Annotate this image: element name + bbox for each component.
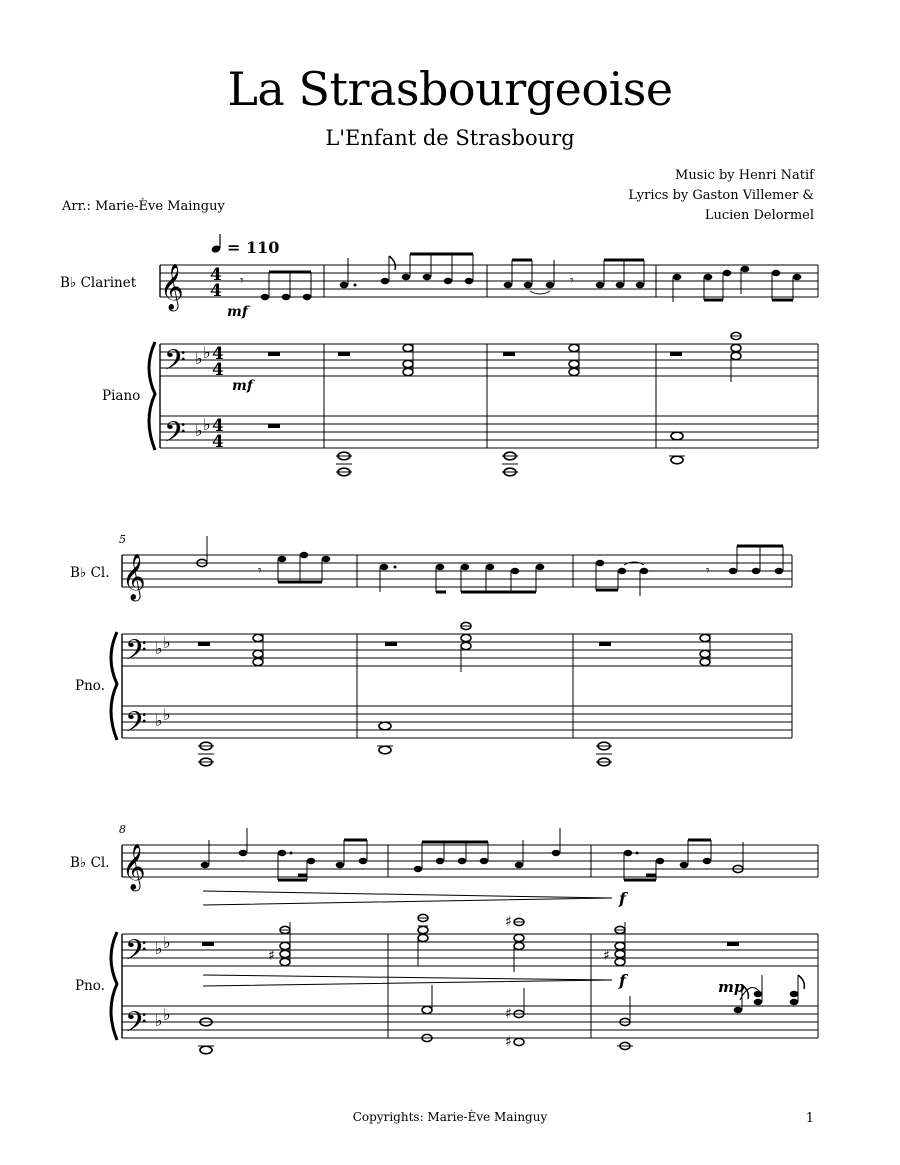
bass-clef-icon: 𝄢 (164, 344, 186, 384)
clarinet-m8-10-notes (201, 828, 743, 880)
time-sig-top: 4 (212, 344, 224, 364)
piano-upper-staff-2 (122, 634, 792, 666)
flat-icon: ♭ (163, 933, 171, 952)
piano-label: Piano (102, 388, 141, 404)
piano-short-label: Pno. (75, 678, 105, 694)
svg-text:♯: ♯ (505, 1006, 512, 1022)
crescendo-hairpin (203, 891, 612, 905)
measure-number-5: 5 (119, 533, 126, 546)
copyright-footer: Copyrights: Marie-Ève Mainguy (352, 1110, 548, 1124)
clarinet-short-label: B♭ Cl. (70, 565, 110, 581)
flat-icon: ♭ (163, 1005, 171, 1024)
svg-text:♯: ♯ (505, 914, 512, 930)
tempo-text: = 110 (227, 238, 280, 257)
dynamic-f-clarinet: f (619, 889, 626, 908)
clarinet-label: B♭ Clarinet (60, 275, 137, 291)
piano-lower-staff-1 (160, 416, 818, 448)
tempo-marking (211, 234, 280, 257)
flat-icon: ♭ (155, 939, 163, 958)
svg-text:𝄾: 𝄾 (570, 273, 574, 289)
piano-upper-notes-3 (202, 914, 739, 972)
system-2 (70, 533, 792, 766)
piano-brace (111, 932, 117, 1040)
piano-brace (149, 342, 155, 450)
time-sig-top: 4 (212, 416, 224, 436)
time-sig-top: 4 (210, 265, 222, 285)
time-sig-bottom: 4 (210, 281, 222, 301)
svg-text:𝄾: 𝄾 (706, 563, 710, 579)
flat-icon: ♭ (203, 343, 211, 362)
piece-title: La Strasbourgeoise (227, 62, 673, 116)
clarinet-staff-2 (122, 555, 792, 587)
piano-lower-staff-2 (122, 706, 792, 738)
clarinet-m2-notes (340, 254, 474, 288)
flat-icon: ♭ (203, 415, 211, 434)
bass-clef-icon: 𝄢 (164, 416, 186, 456)
piano-brace (111, 632, 117, 740)
flat-icon: ♭ (163, 705, 171, 724)
bass-clef-icon: 𝄢 (125, 1006, 147, 1046)
lyricist-credit-line2: Lucien Delormel (704, 208, 814, 223)
dynamic-mp-piano: mp (718, 978, 745, 996)
svg-text:𝄾: 𝄾 (258, 563, 262, 579)
piano-upper-staff-1 (160, 344, 818, 376)
crescendo-hairpin-piano (203, 975, 612, 986)
treble-clef-icon: 𝄞 (122, 844, 146, 890)
bass-clef-icon: 𝄢 (125, 634, 147, 674)
system-3 (70, 823, 818, 1054)
composer-credit: Music by Henri Natif (675, 168, 814, 183)
piano-short-label: Pno. (75, 978, 105, 994)
clarinet-staff-1 (160, 265, 818, 297)
flat-icon: ♭ (195, 421, 203, 440)
treble-clef-icon: 𝄞 (160, 264, 184, 310)
bass-clef-icon: 𝄢 (125, 934, 147, 974)
bass-clef-icon: 𝄢 (125, 706, 147, 746)
time-sig-bottom: 4 (212, 432, 224, 452)
measure-number-8: 8 (119, 823, 126, 836)
piano-lower-notes-2 (198, 722, 612, 766)
dynamic-f-piano: f (619, 971, 626, 990)
flat-icon: ♭ (195, 349, 203, 368)
svg-text:♯: ♯ (505, 1034, 512, 1050)
lyricist-credit-line1: Lyrics by Gaston Villemer & (628, 188, 814, 203)
svg-text:♯: ♯ (268, 948, 275, 964)
piece-subtitle: L'Enfant de Strasbourg (325, 126, 575, 150)
flat-icon: ♭ (155, 711, 163, 730)
piano-upper-notes-2 (198, 622, 710, 672)
flat-icon: ♭ (155, 1011, 163, 1030)
clarinet-m1-notes (240, 272, 311, 300)
clarinet-staff-3 (122, 845, 818, 877)
flat-icon: ♭ (163, 633, 171, 652)
svg-text:𝄾: 𝄾 (240, 273, 244, 289)
system-1 (60, 234, 818, 476)
flat-icon: ♭ (155, 639, 163, 658)
piano-upper-notes-1 (268, 332, 741, 382)
time-sig-bottom: 4 (212, 360, 224, 380)
dynamic-mf-clarinet: mf (227, 304, 248, 320)
piano-lower-staff-3 (122, 1006, 818, 1038)
clarinet-short-label: B♭ Cl. (70, 855, 110, 871)
svg-text:♯: ♯ (603, 948, 610, 964)
piano-upper-staff-3 (122, 934, 818, 966)
dynamic-mf-piano: mf (232, 378, 253, 394)
page-number: 1 (805, 1111, 814, 1126)
treble-clef-icon: 𝄞 (122, 554, 146, 600)
arranger-credit: Arr.: Marie-Ève Mainguy (62, 199, 225, 214)
